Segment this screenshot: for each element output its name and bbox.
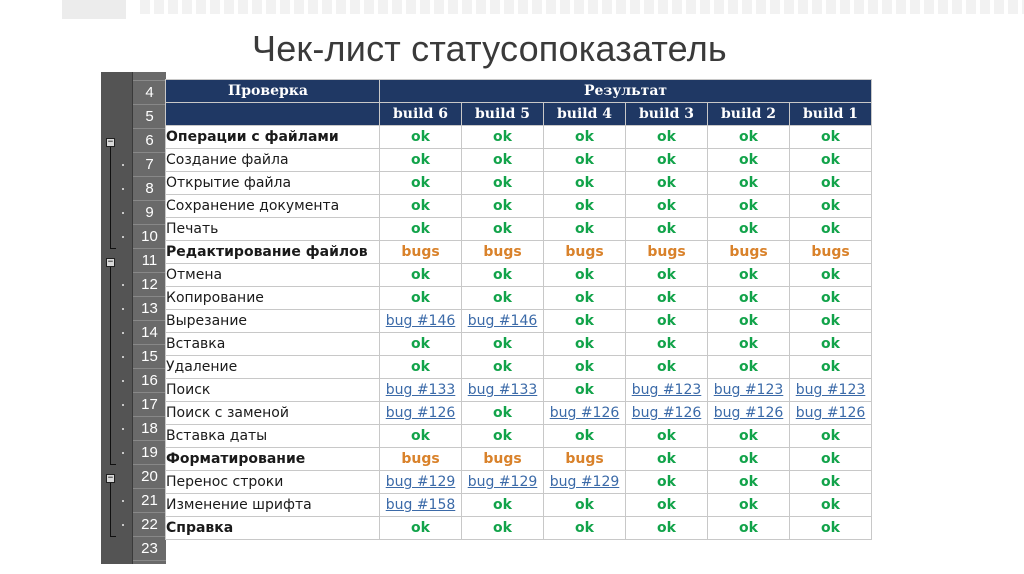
- bug-link-cell[interactable]: bug #129: [544, 471, 626, 494]
- bug-link-cell[interactable]: bug #146: [462, 310, 544, 333]
- check-label-cell[interactable]: Копирование: [166, 287, 380, 310]
- build-header-row: [166, 103, 872, 126]
- bugs-status-cell[interactable]: bugs: [544, 241, 626, 264]
- ok-status-cell[interactable]: ok: [790, 172, 872, 195]
- bugs-status-cell[interactable]: bugs: [708, 241, 790, 264]
- build-header[interactable]: build 2: [708, 103, 790, 126]
- ok-status-cell[interactable]: ok: [626, 149, 708, 172]
- ok-status-cell[interactable]: ok: [626, 356, 708, 379]
- ok-status-cell[interactable]: ok: [790, 494, 872, 517]
- bug-link-cell[interactable]: bug #123: [626, 379, 708, 402]
- ok-status-cell[interactable]: ok: [380, 517, 462, 540]
- table-row: [166, 149, 872, 172]
- outline-dot: [122, 332, 124, 334]
- ok-status-cell[interactable]: ok: [462, 264, 544, 287]
- ok-status-cell[interactable]: ok: [544, 218, 626, 241]
- ok-status-cell[interactable]: ok: [708, 149, 790, 172]
- ok-status-cell[interactable]: ok: [790, 218, 872, 241]
- group-label-cell[interactable]: Форматирование: [166, 448, 380, 471]
- ok-status-cell[interactable]: ok: [544, 333, 626, 356]
- ok-status-cell[interactable]: ok: [544, 264, 626, 287]
- ok-status-cell[interactable]: ok: [462, 287, 544, 310]
- check-label-cell[interactable]: Вставка: [166, 333, 380, 356]
- check-label-cell[interactable]: Открытие файла: [166, 172, 380, 195]
- ok-status-cell[interactable]: ok: [462, 149, 544, 172]
- outline-dot: [122, 284, 124, 286]
- ok-status-cell[interactable]: ok: [708, 126, 790, 149]
- spreadsheet: [165, 79, 871, 561]
- ok-status-cell[interactable]: ok: [462, 425, 544, 448]
- collapse-group-files-icon[interactable]: −: [107, 137, 114, 147]
- table-row: [166, 195, 872, 218]
- table-row: [166, 494, 872, 517]
- row-number[interactable]: 18: [133, 417, 166, 441]
- ok-status-cell[interactable]: ok: [544, 379, 626, 402]
- ok-status-cell[interactable]: ok: [626, 425, 708, 448]
- group-label-cell[interactable]: Справка: [166, 517, 380, 540]
- check-label-cell[interactable]: Изменение шрифта: [166, 494, 380, 517]
- ok-status-cell[interactable]: ok: [708, 218, 790, 241]
- build-header[interactable]: build 5: [462, 103, 544, 126]
- bug-link-cell[interactable]: bug #126: [380, 402, 462, 425]
- collapse-group-formatting-icon[interactable]: −: [107, 473, 114, 483]
- ok-status-cell[interactable]: ok: [626, 264, 708, 287]
- table-row: [166, 402, 872, 425]
- row-number[interactable]: 15: [133, 345, 166, 369]
- ok-status-cell[interactable]: ok: [462, 126, 544, 149]
- bug-link-cell[interactable]: bug #146: [380, 310, 462, 333]
- ok-status-cell[interactable]: ok: [462, 172, 544, 195]
- row-number[interactable]: 16: [133, 369, 166, 393]
- row-number[interactable]: 4: [133, 81, 166, 105]
- bugs-status-cell[interactable]: bugs: [462, 448, 544, 471]
- bug-link-cell[interactable]: bug #126: [626, 402, 708, 425]
- bug-link-cell[interactable]: bug #123: [708, 379, 790, 402]
- ok-status-cell[interactable]: ok: [462, 195, 544, 218]
- ok-status-cell[interactable]: ok: [708, 172, 790, 195]
- check-label-cell[interactable]: Поиск с заменой: [166, 402, 380, 425]
- ok-status-cell[interactable]: ok: [462, 494, 544, 517]
- table-row: [166, 333, 872, 356]
- ok-status-cell[interactable]: ok: [462, 333, 544, 356]
- row-number[interactable]: 23: [133, 537, 166, 561]
- outline-dot: [122, 524, 124, 526]
- table-row: [166, 241, 872, 264]
- outline-dot: [122, 380, 124, 382]
- table-row: [166, 448, 872, 471]
- ok-status-cell[interactable]: ok: [790, 195, 872, 218]
- header-row: [166, 80, 872, 103]
- row-number[interactable]: 10: [133, 225, 166, 249]
- check-column-header[interactable]: Проверка: [166, 80, 380, 103]
- outline-dot: [122, 308, 124, 310]
- bug-link-cell[interactable]: bug #126: [544, 402, 626, 425]
- ok-status-cell[interactable]: ok: [626, 448, 708, 471]
- build-header[interactable]: build 6: [380, 103, 462, 126]
- group-bracket-editing: [110, 267, 111, 464]
- ok-status-cell[interactable]: ok: [626, 195, 708, 218]
- row-number[interactable]: 7: [133, 153, 166, 177]
- group-bracket-end: [110, 248, 116, 249]
- ok-status-cell[interactable]: ok: [708, 494, 790, 517]
- bugs-status-cell[interactable]: bugs: [790, 241, 872, 264]
- top-decoration: [140, 0, 1024, 14]
- row-number[interactable]: 13: [133, 297, 166, 321]
- table-row: [166, 126, 872, 149]
- outline-gutter: [101, 72, 132, 564]
- ok-status-cell[interactable]: ok: [626, 126, 708, 149]
- bugs-status-cell[interactable]: bugs: [626, 241, 708, 264]
- table-row: [166, 287, 872, 310]
- ok-status-cell[interactable]: ok: [380, 356, 462, 379]
- slide-title: Чек-лист статусопоказатель: [252, 28, 727, 69]
- ok-status-cell[interactable]: ok: [790, 448, 872, 471]
- group-bracket-end: [110, 464, 116, 465]
- outline-dot: [122, 356, 124, 358]
- ok-status-cell[interactable]: ok: [544, 494, 626, 517]
- ok-status-cell[interactable]: ok: [462, 356, 544, 379]
- ok-status-cell[interactable]: ok: [462, 218, 544, 241]
- ok-status-cell[interactable]: ok: [790, 425, 872, 448]
- ok-status-cell[interactable]: ok: [544, 517, 626, 540]
- ok-status-cell[interactable]: ok: [626, 310, 708, 333]
- collapse-group-editing-icon[interactable]: −: [107, 257, 114, 267]
- top-tab-fragment: [62, 0, 126, 19]
- table-row: [166, 471, 872, 494]
- table-row: [166, 379, 872, 402]
- ok-status-cell[interactable]: ok: [626, 494, 708, 517]
- build-header[interactable]: build 1: [790, 103, 872, 126]
- check-label-cell[interactable]: Перенос строки: [166, 471, 380, 494]
- ok-status-cell[interactable]: ok: [626, 218, 708, 241]
- check-label-cell[interactable]: Удаление: [166, 356, 380, 379]
- check-label-cell[interactable]: Печать: [166, 218, 380, 241]
- build-header[interactable]: build 3: [626, 103, 708, 126]
- ok-status-cell[interactable]: ok: [626, 172, 708, 195]
- checklist-table: [165, 79, 872, 540]
- bug-link-cell[interactable]: bug #133: [380, 379, 462, 402]
- ok-status-cell[interactable]: ok: [626, 333, 708, 356]
- ok-status-cell[interactable]: ok: [544, 172, 626, 195]
- ok-status-cell[interactable]: ok: [544, 356, 626, 379]
- ok-status-cell[interactable]: ok: [380, 425, 462, 448]
- bug-link-cell[interactable]: bug #129: [380, 471, 462, 494]
- ok-status-cell[interactable]: ok: [544, 425, 626, 448]
- group-bracket-end: [110, 536, 116, 537]
- row-number[interactable]: 9: [133, 201, 166, 225]
- ok-status-cell[interactable]: ok: [626, 517, 708, 540]
- row-number[interactable]: 17: [133, 393, 166, 417]
- ok-status-cell[interactable]: ok: [380, 172, 462, 195]
- ok-status-cell[interactable]: ok: [790, 126, 872, 149]
- outline-dot: [122, 188, 124, 190]
- row-number[interactable]: 19: [133, 441, 166, 465]
- ok-status-cell[interactable]: ok: [708, 517, 790, 540]
- row-number-top-edge: [133, 72, 166, 81]
- table-row: [166, 425, 872, 448]
- row-number[interactable]: 12: [133, 273, 166, 297]
- outline-dot: [122, 428, 124, 430]
- empty-header-cell[interactable]: [166, 103, 380, 126]
- bugs-status-cell[interactable]: bugs: [462, 241, 544, 264]
- ok-status-cell[interactable]: ok: [790, 471, 872, 494]
- check-label-cell[interactable]: Создание файла: [166, 149, 380, 172]
- bugs-status-cell[interactable]: bugs: [380, 241, 462, 264]
- bug-link-cell[interactable]: bug #133: [462, 379, 544, 402]
- row-number[interactable]: 6: [133, 129, 166, 153]
- row-number[interactable]: 22: [133, 513, 166, 537]
- table-row: [166, 264, 872, 287]
- row-number[interactable]: 8: [133, 177, 166, 201]
- check-label-cell[interactable]: Отмена: [166, 264, 380, 287]
- ok-status-cell[interactable]: ok: [708, 264, 790, 287]
- ok-status-cell[interactable]: ok: [708, 287, 790, 310]
- ok-status-cell[interactable]: ok: [380, 333, 462, 356]
- row-number-column: [132, 72, 166, 564]
- check-label-cell[interactable]: Сохранение документа: [166, 195, 380, 218]
- build-header[interactable]: build 4: [544, 103, 626, 126]
- table-row: [166, 310, 872, 333]
- group-bracket-files: [110, 147, 111, 248]
- ok-status-cell[interactable]: ok: [544, 310, 626, 333]
- ok-status-cell[interactable]: ok: [380, 126, 462, 149]
- group-bracket-formatting: [110, 483, 111, 536]
- ok-status-cell[interactable]: ok: [790, 264, 872, 287]
- ok-status-cell[interactable]: ok: [462, 402, 544, 425]
- ok-status-cell[interactable]: ok: [626, 287, 708, 310]
- ok-status-cell[interactable]: ok: [380, 195, 462, 218]
- table-row: [166, 172, 872, 195]
- ok-status-cell[interactable]: ok: [790, 287, 872, 310]
- outline-dot: [122, 164, 124, 166]
- ok-status-cell[interactable]: ok: [790, 517, 872, 540]
- check-label-cell[interactable]: Вставка даты: [166, 425, 380, 448]
- bugs-status-cell[interactable]: bugs: [380, 448, 462, 471]
- ok-status-cell[interactable]: ok: [708, 195, 790, 218]
- ok-status-cell[interactable]: ok: [544, 195, 626, 218]
- ok-status-cell[interactable]: ok: [708, 448, 790, 471]
- ok-status-cell[interactable]: ok: [380, 149, 462, 172]
- ok-status-cell[interactable]: ok: [462, 517, 544, 540]
- ok-status-cell[interactable]: ok: [708, 425, 790, 448]
- group-label-cell[interactable]: Операции с файлами: [166, 126, 380, 149]
- row-number[interactable]: 20: [133, 465, 166, 489]
- outline-dot: [122, 452, 124, 454]
- outline-dot: [122, 212, 124, 214]
- row-number[interactable]: 11: [133, 249, 166, 273]
- ok-status-cell[interactable]: ok: [708, 471, 790, 494]
- ok-status-cell[interactable]: ok: [626, 471, 708, 494]
- result-column-header[interactable]: Результат: [380, 80, 872, 103]
- row-number[interactable]: 14: [133, 321, 166, 345]
- table-row: [166, 218, 872, 241]
- ok-status-cell[interactable]: ok: [380, 218, 462, 241]
- ok-status-cell[interactable]: ok: [380, 264, 462, 287]
- outline-dot: [122, 404, 124, 406]
- ok-status-cell[interactable]: ok: [708, 333, 790, 356]
- check-label-cell[interactable]: Поиск: [166, 379, 380, 402]
- ok-status-cell[interactable]: ok: [380, 287, 462, 310]
- ok-status-cell[interactable]: ok: [708, 356, 790, 379]
- checklist-body: [166, 126, 872, 540]
- bug-link-cell[interactable]: bug #158: [380, 494, 462, 517]
- row-number[interactable]: 5: [133, 105, 166, 129]
- ok-status-cell[interactable]: ok: [544, 126, 626, 149]
- bug-link-cell[interactable]: bug #129: [462, 471, 544, 494]
- group-label-cell[interactable]: Редактирование файлов: [166, 241, 380, 264]
- bug-link-cell[interactable]: bug #126: [708, 402, 790, 425]
- ok-status-cell[interactable]: ok: [790, 310, 872, 333]
- table-row: [166, 356, 872, 379]
- bug-link-cell[interactable]: bug #123: [790, 379, 872, 402]
- ok-status-cell[interactable]: ok: [544, 149, 626, 172]
- bug-link-cell[interactable]: bug #126: [790, 402, 872, 425]
- ok-status-cell[interactable]: ok: [790, 356, 872, 379]
- outline-dot: [122, 236, 124, 238]
- outline-dot: [122, 500, 124, 502]
- check-label-cell[interactable]: Вырезание: [166, 310, 380, 333]
- ok-status-cell[interactable]: ok: [544, 287, 626, 310]
- bugs-status-cell[interactable]: bugs: [544, 448, 626, 471]
- table-row: [166, 517, 872, 540]
- ok-status-cell[interactable]: ok: [790, 149, 872, 172]
- ok-status-cell[interactable]: ok: [708, 310, 790, 333]
- row-number[interactable]: 21: [133, 489, 166, 513]
- ok-status-cell[interactable]: ok: [790, 333, 872, 356]
